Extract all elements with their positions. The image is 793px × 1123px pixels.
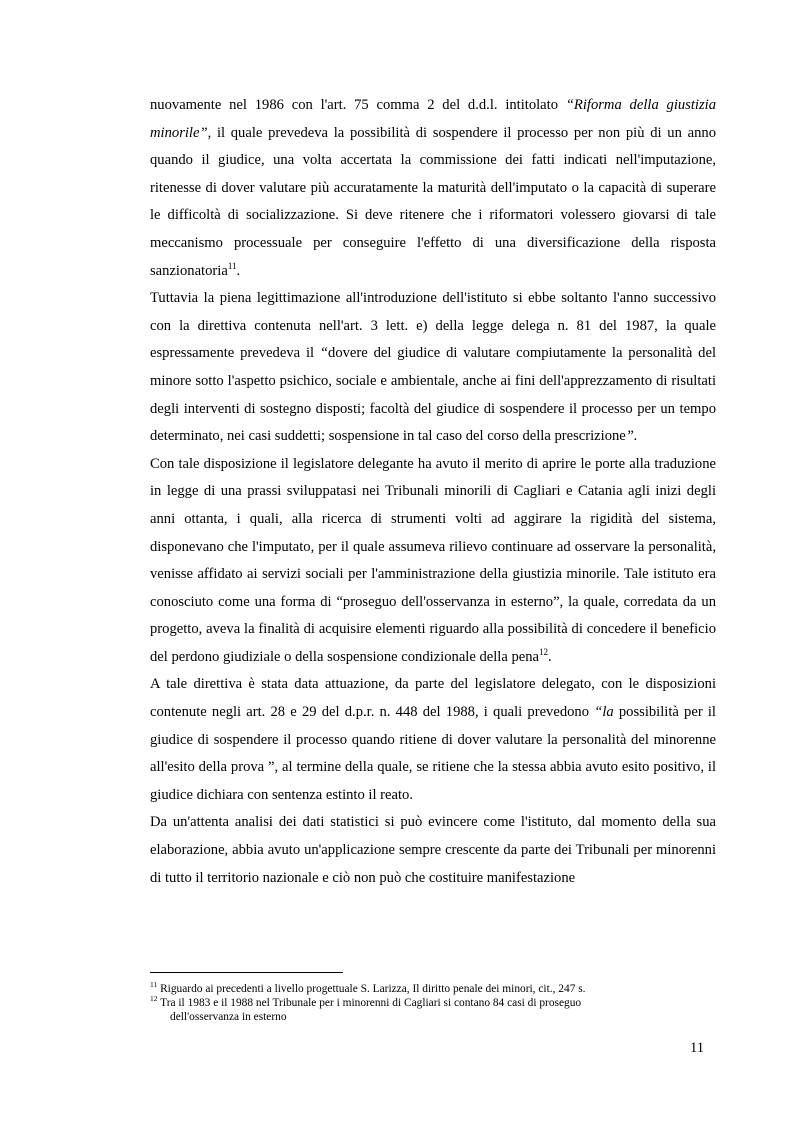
footnote-ref-12[interactable]: 12 <box>539 647 549 658</box>
main-text <box>150 92 716 892</box>
footnote-ref-11[interactable]: 11 <box>227 260 237 271</box>
paragraph-1: nuovamente nel 1986 con l'art. 75 comma 2 del d.d.l. intitolato “Riforma della giustizia minorile”, il quale prevedeva la possibilità di sospendere il processo per non più di un anno quando il giudice, una volta accertata la commissione dei fatti indicati nell'imputazione, ritenesse di dover valutare più accuratamente la maturità dell'imputato o la capacità di superare le difficoltà di socializzazione. Si deve ritenere che i riformatori volessero giovarsi di tale meccanismo processuale per conseguire l'effetto di una diversificazione della risposta sanzionatoria$^{11}$. <box>150 97 716 279</box>
italic-title: “Riforma della giustizia minorile” <box>150 97 716 141</box>
footnotes <box>150 972 716 1024</box>
page-number: 11 <box>690 1040 705 1056</box>
paragraph-3: Con tale disposizione il legislatore delegante ha avuto il merito di aprire le porte alla traduzione in legge di una prassi sviluppatasi nei Tribunali minorili di Cagliari e Catania agli inizi degli anni ottanta, i quali, alla ricerca di strumenti volti ad aggirare la rigidità del sistema, disponevano che l'imputato, per il quale assumeva rilievo continuare ad osservare la personalità, venisse affidato ai servizi sociali per l'amministrazione della giustizia minorile. Tale istituto era conosciuto come una forma di “proseguo dell'osservanza in esterno”, la quale, corredata da un progetto, aveva la finalità di acquisire elementi riguardo alla possibilità di concedere il beneficio del perdono giudiziale o della sospensione condizionale della pena$^{12}$. <box>150 455 716 665</box>
footnote-11: $^{11}$ Riguardo ai precedenti a livello progettuale S. Larizza, Il diritto penale dei minori, cit., 247 s. <box>150 980 586 995</box>
paragraph-4: A tale direttiva è stata data attuazione, da parte del legislatore delegato, con le disposizioni contenute negli art. 28 e 29 del d.p.r. n. 448 del 1988, i quali prevedono “la possibilità per il giudice di sospendere il processo quando ritiene di dover valutare la personalità del minorenne all'esito della prova ”, al termine della quale, se ritiene che la stessa abbia avuto esito positivo, il giudice dichiara con sentenza estinto il reato. <box>150 676 716 803</box>
footnote-separator <box>150 972 343 973</box>
paragraph-2: Tuttavia la piena legittimazione all'introduzione dell'istituto si ebbe soltanto l'anno successivo con la direttiva contenuta nell'art. 3 lett. e) della legge delega n. 81 del 1987, la quale espressamente prevedeva il “dovere del giudice di valutare compiutamente la personalità del minore sotto l'aspetto psichico, sociale e ambientale, anche ai fini dell'apprezzamento di risultati degli interventi di sostegno disposti; facoltà del giudice di sospendere il processo per un tempo determinato, nei casi suddetti; sospensione in tal caso del corso della prescrizione”. <box>150 290 717 445</box>
footnote-12: $^{12}$ Tra il 1983 e il 1988 nel Tribunale per i minorenni di Cagliari si contano 84 casi di proseguo dell'osservanza in esterno <box>150 994 582 1023</box>
paragraph-5: Da un'attenta analisi dei dati statistici si può evincere come l'istituto, dal momento della sua elaborazione, abbia avuto un'applicazione sempre crescente da parte dei Tribunali per minorenni di tutto il territorio nazionale e ciò non può che costituire manifestazione <box>150 814 716 886</box>
